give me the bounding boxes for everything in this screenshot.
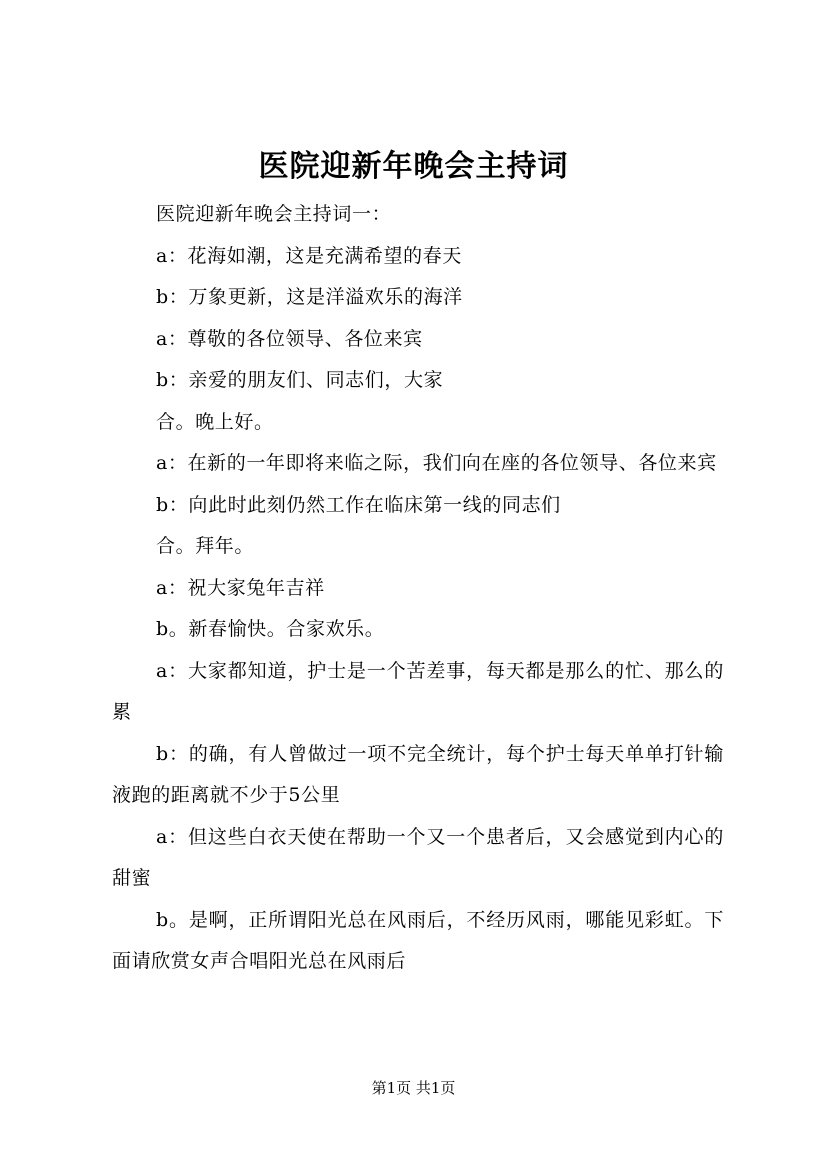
paragraph: a：花海如潮，这是充满希望的春天 bbox=[156, 244, 462, 267]
paragraph: b。新春愉快。合家欢乐。 bbox=[156, 618, 385, 640]
document-body bbox=[112, 194, 724, 983]
paragraph: 医院迎新年晚会主持词一： bbox=[156, 203, 392, 225]
paragraph: b：亲爱的朋友们、同志们，大家 bbox=[156, 369, 444, 391]
paragraph: b。是啊，正所谓阳光总在风雨后，不经历风雨，哪能见彩虹。下面请欣赏女声合唱阳光总在风雨后 bbox=[112, 908, 724, 972]
paragraph: b：的确，有人曾做过一项不完全统计，每个护士每天单单打针输液跑的距离就不少于5公里 bbox=[112, 742, 724, 806]
paragraph: a：尊敬的各位领导、各位来宾 bbox=[156, 327, 423, 350]
paragraph: a：在新的一年即将来临之际，我们向在座的各位领导、各位来宾 bbox=[156, 452, 717, 474]
paragraph: 合。拜年。 bbox=[156, 535, 255, 557]
document-title: 医院迎新年晚会主持词 bbox=[258, 149, 569, 184]
page-number-footer: 第1页 共1页 bbox=[371, 1079, 456, 1097]
paragraph: b：万象更新，这是洋溢欢乐的海洋 bbox=[156, 286, 463, 308]
paragraph: b：向此时此刻仍然工作在临床第一线的同志们 bbox=[156, 493, 561, 516]
paragraph: a：但这些白衣天使在帮助一个又一个患者后，又会感觉到内心的甜蜜 bbox=[112, 825, 724, 889]
paragraph: 合。晚上好。 bbox=[156, 410, 274, 433]
paragraph: a：祝大家兔年吉祥 bbox=[156, 576, 325, 599]
paragraph: a：大家都知道，护士是一个苦差事，每天都是那么的忙、那么的累 bbox=[112, 659, 724, 723]
